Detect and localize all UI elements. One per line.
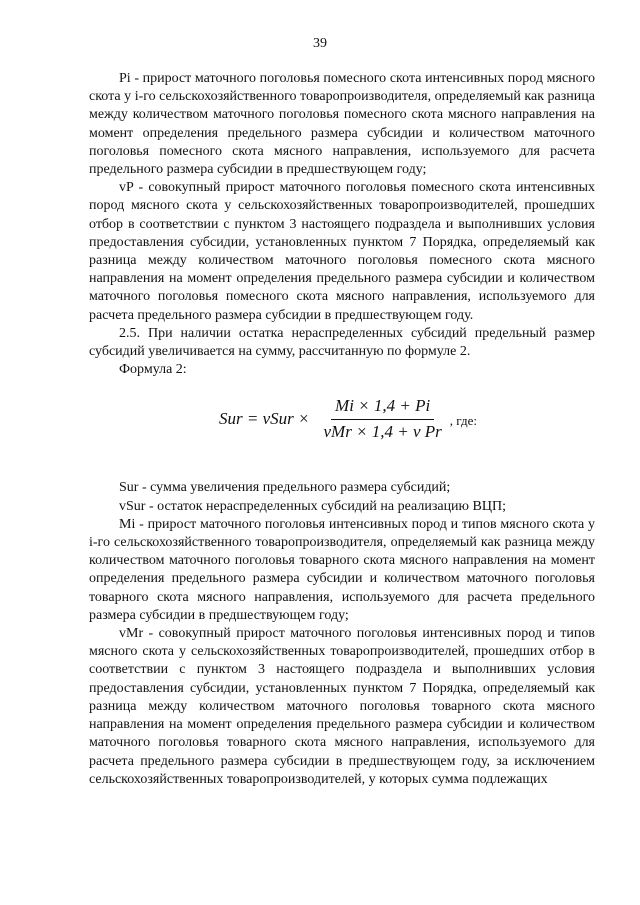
paragraph-vmr-definition: vMr - совокупный прирост маточного поголовья интенсивных пород и типов мясного скота у сельскохозяйственных товаропроизводителей, прошедших отбор в соответствии с пунктом 3 настоящего подраздела и выполнивших условия предоставления субсидии, установленных пунктом 7 Порядка, определяемый как разница между количеством маточного поголовья товарного скота мясного направления на момент определения предельного размера субсидии и количеством маточного поголовья товарного скота мясного направления, используемого для расчета предельного размера субсидии в предшествующем году, за исключением сельскохозяйственных товаропроизводителей, у которых сумма подлежащих (89, 626, 595, 787)
document-body (89, 70, 595, 789)
formula-denominator: vMr × 1,4 + v Pr (323, 421, 442, 441)
formula-numerator: Mi × 1,4 + Pi (331, 397, 434, 419)
formula-lhs: Sur = vSur × (219, 409, 310, 429)
paragraph-sur-definition: Sur - сумма увеличения предельного размера субсидий; (119, 480, 451, 496)
paragraph-vsur-definition: vSur - остаток нераспределенных субсидий на реализацию ВЦП; (119, 498, 506, 514)
formula-fraction (319, 397, 445, 440)
formula-tail: , где: (449, 413, 477, 429)
page-number: 39 (313, 36, 327, 51)
formula-2 (89, 385, 595, 461)
paragraph-mi-definition: Mi - прирост маточного поголовья интенсивных пород и типов мясного скота у i-го сельскохозяйственного товаропроизводителя, определяемый как разница между количеством маточного поголовья товарного скота мясного направления на момент определения предельного размера субсидии и количеством маточного поголовья товарного скота мясного направления, используемого для расчета предельного размера субсидии в предшествующем году; (89, 516, 595, 623)
paragraph-2-5: 2.5. При наличии остатка нераспределенных субсидий предельный размер субсидий увеличивается на сумму, рассчитанную по формуле 2. (89, 325, 595, 360)
formula-expression (219, 397, 477, 440)
paragraph-vp-definition: vP - совокупный прирост маточного поголовья помесного скота интенсивных пород мясного скота у сельскохозяйственных товаропроизводителей, прошедших отбор в соответствии с пунктом 3 настоящего подраздела и выполнивших условия предоставления субсидии, установленных пунктом 7 Порядка, определяемый как разница между количеством маточного поголовья помесного скота мясного направления на момент определения предельного размера субсидии и количеством маточного поголовья помесного скота мясного направления, используемого для расчета предельного размера субсидии в предшествующем году. (89, 180, 595, 323)
paragraph-pi-definition: Pi - прирост маточного поголовья помесного скота интенсивных пород мясного скота у i-го сельскохозяйственного товаропроизводителя, определяемый как разница между количеством маточного поголовья помесного скота мясного направления на момент определения предельного размера субсидии и количеством маточного поголовья помесного скота мясного направления, используемого для расчета предельного размера субсидии в предшествующем году; (89, 71, 595, 178)
formula-caption: Формула 2: (119, 362, 187, 378)
